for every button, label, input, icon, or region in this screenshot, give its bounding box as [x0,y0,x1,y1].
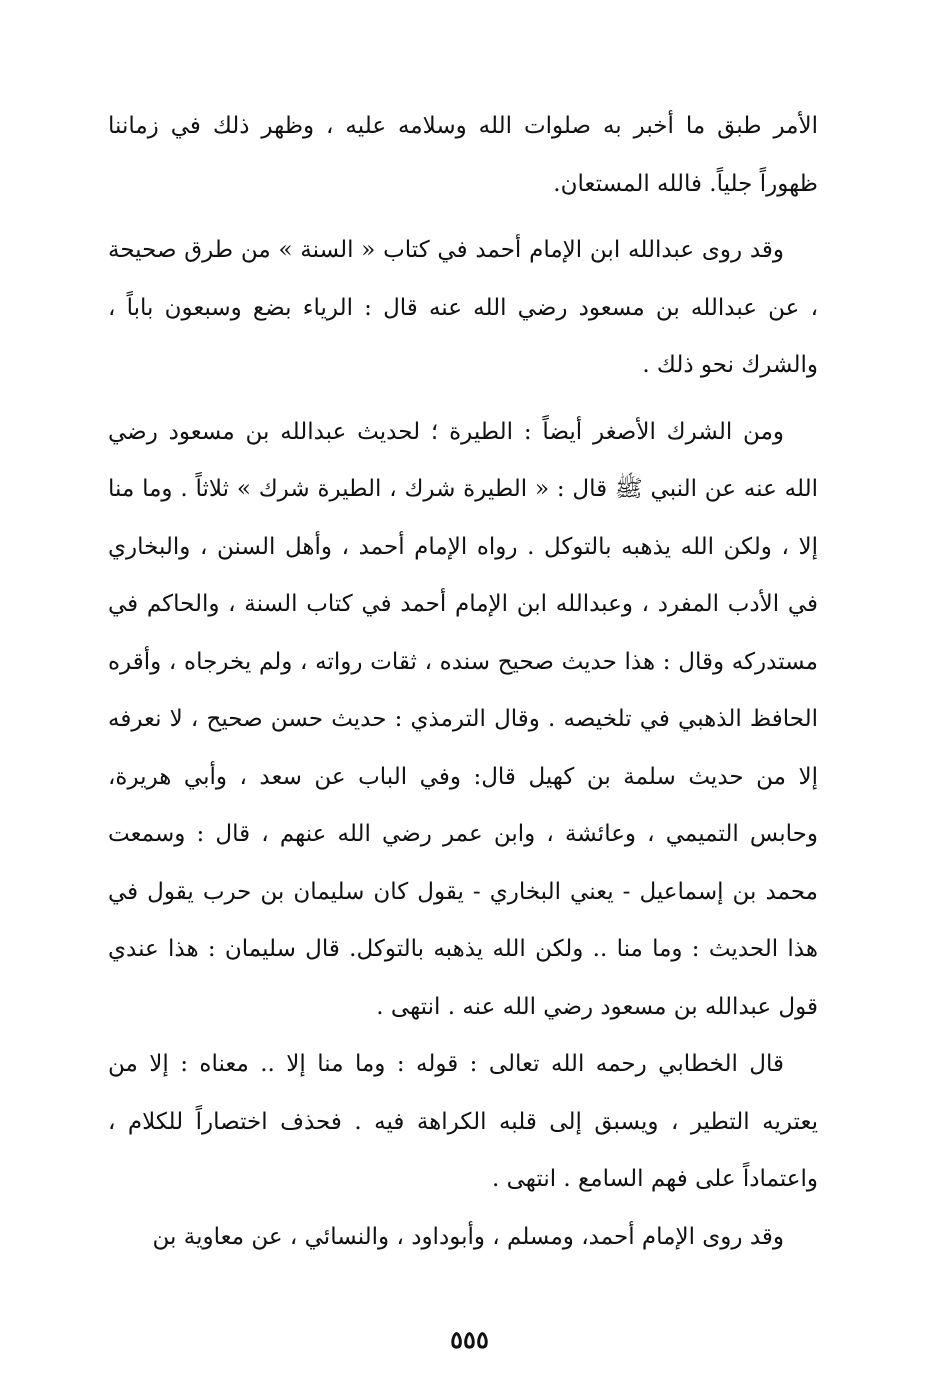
paragraph-3: ومن الشرك الأصغر أيضاً : الطيرة ؛ لحديث عبدالله بن مسعود رضي الله عنه عن النبي ﷺ قال : « الطيرة شرك ، الطيرة شرك » ثلاثاً . وما منا إلا ، ولكن الله يذهبه بالتوكل . رواه الإمام أحمد ، وأهل السنن ، والبخاري في الأدب المفرد ، وعبدالله ابن الإمام أحمد في كتاب السنة ، والحاكم في مستدركه وقال : هذا حديث صحيح سنده ، ثقات رواته ، ولم يخرجاه ، وأقره الحافظ الذهبي في تلخيصه . وقال الترمذي : حديث حسن صحيح ، لا نعرفه إلا من حديث سلمة بن كهيل قال: وفي الباب عن سعد ، وأبي هريرة، وحابس التميمي ، وعائشة ، وابن عمر رضي الله عنهم ، قال : وسمعت محمد بن إسماعيل - يعني البخاري - يقول كان سليمان بن حرب يقول في هذا الحديث : وما منا .. ولكن الله يذهبه بالتوكل. قال سليمان : هذا عندي قول عبدالله بن مسعود رضي الله عنه . انتهى . [108,418,818,1020]
paragraph-5: وقد روى الإمام أحمد، ومسلم ، وأبوداود ، والنسائي ، عن معاوية بن [152,1223,784,1250]
page-number: ٥٥٥ [450,1325,489,1354]
paragraph-1: الأمر طبق ما أخبر به صلوات الله وسلامه عليه ، وظهر ذلك في زماننا ظهوراً جلياً. فالله المستعان. [108,113,818,197]
paragraph-2: وقد روى عبدالله ابن الإمام أحمد في كتاب « السنة » من طرق صحيحة ، عن عبدالله بن مسعود رضي الله عنه قال : الرياء بضع وسبعون باباً ، والشرك نحو ذلك . [108,237,818,378]
page-body-text [108,98,818,1266]
paragraph-4: قال الخطابي رحمه الله تعالى : قوله : وما منا إلا .. معناه : إلا من يعتريه التطير ، ويسبق إلى قلبه الكراهة فيه . فحذف اختصاراً للكلام ، واعتماداً على فهم السامع . انتهى . [108,1051,818,1192]
